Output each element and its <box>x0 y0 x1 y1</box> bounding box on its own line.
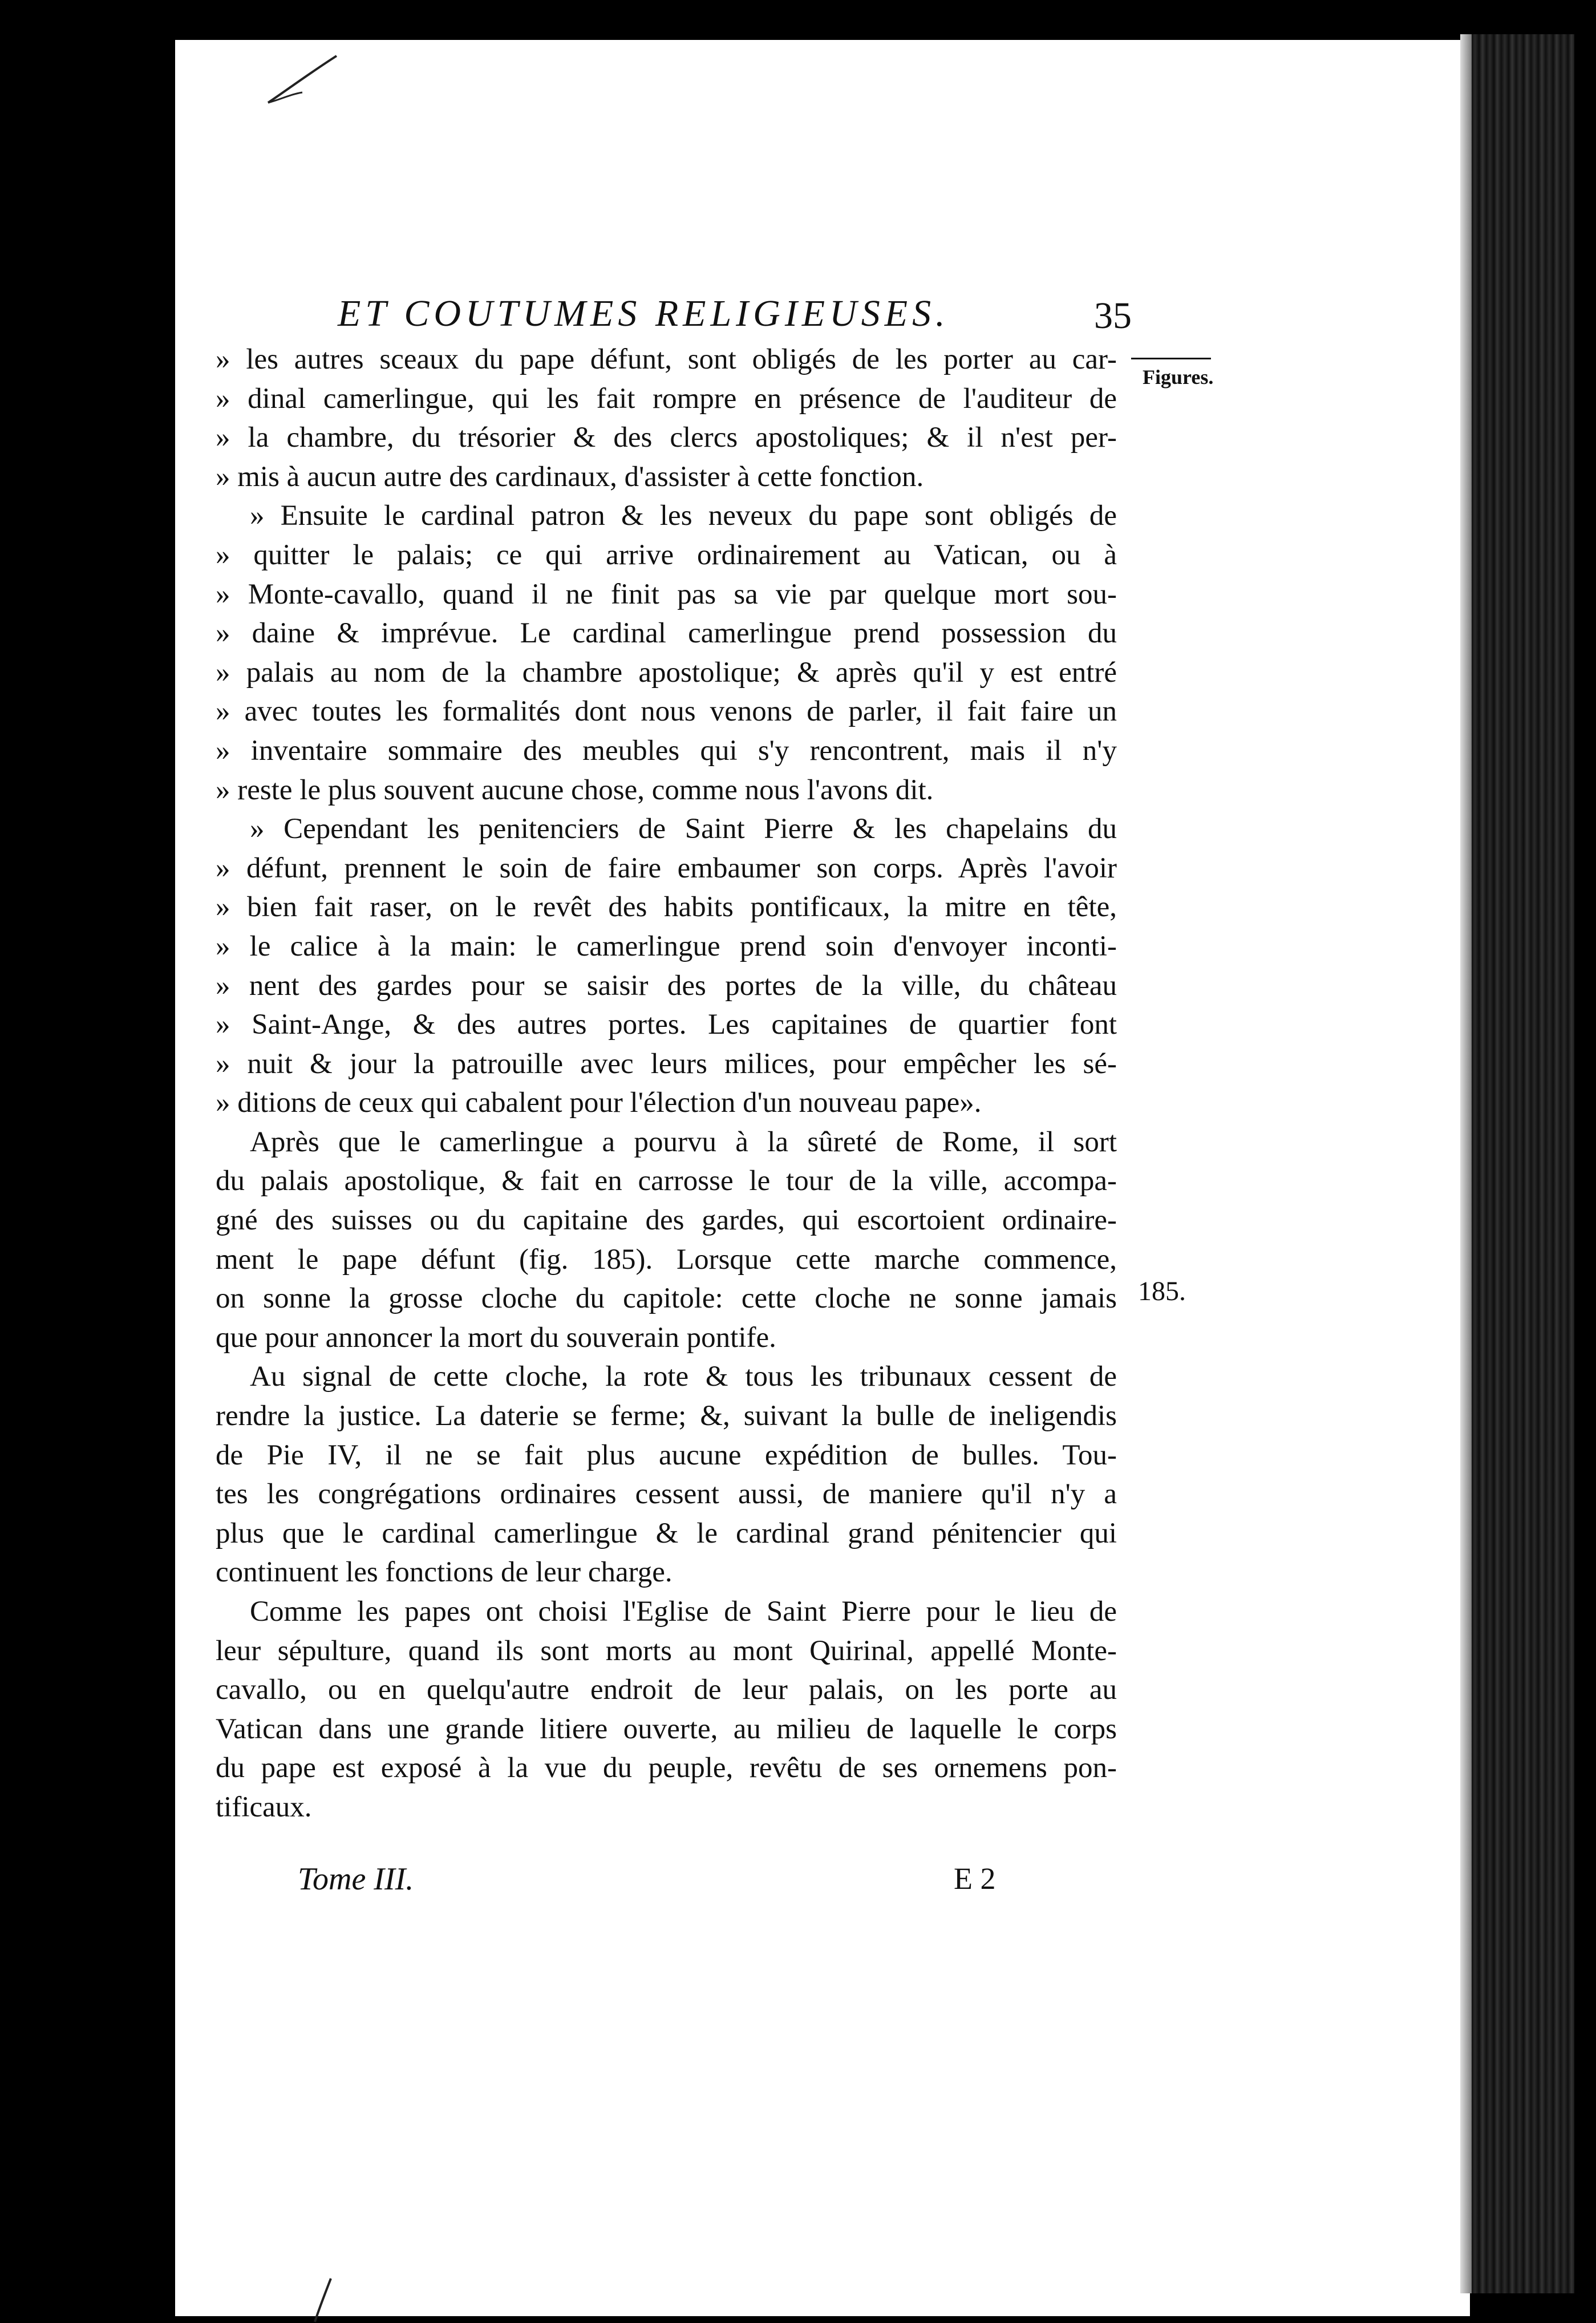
text-line: » Ensuite le cardinal patron & les neveux du pape sont obligés de <box>250 500 1117 532</box>
text-line: » avec toutes les formalités dont nous venons de parler, il fait faire un <box>216 695 1117 728</box>
body-text <box>216 340 1117 1827</box>
text-line: tes les congrégations ordinaires cessent aussi, de maniere qu'il n'y a <box>216 1478 1117 1511</box>
text-line: » dinal camerlingue, qui les fait rompre en présence de l'auditeur de <box>216 382 1117 415</box>
text-line: » inventaire sommaire des meubles qui s'y rencontrent, mais il n'y <box>216 734 1117 767</box>
text-line: » palais au nom de la chambre apostolique; & après qu'il y est entré <box>216 656 1117 689</box>
text-line: » ditions de ceux qui cabalent pour l'élection d'un nouveau pape». <box>216 1087 982 1119</box>
text-line: Après que le camerlingue a pourvu à la sûreté de Rome, il sort <box>250 1126 1117 1158</box>
margin-rule <box>1131 358 1211 359</box>
pen-stroke-mark <box>262 51 342 108</box>
text-line: gné des suisses ou du capitaine des gardes, qui escortoient ordinaire- <box>216 1204 1117 1237</box>
pen-stroke-mark-bottom <box>308 2276 342 2323</box>
text-line: » daine & imprévue. Le cardinal camerlingue prend possession du <box>216 617 1117 650</box>
book-page-edges <box>1472 34 1574 2293</box>
margin-figures-label: Figures. <box>1143 366 1214 388</box>
text-line: » mis à aucun autre des cardinaux, d'assister à cette fonction. <box>216 460 924 493</box>
text-line: » Monte-cavallo, quand il ne finit pas sa vie par quelque mort sou- <box>216 578 1117 610</box>
text-line: cavallo, ou en quelqu'autre endroit de leur palais, on les porte au <box>216 1674 1117 1706</box>
text-line: » défunt, prennent le soin de faire embaumer son corps. Après l'avoir <box>216 852 1117 884</box>
text-line: du pape est exposé à la vue du peuple, revêtu de ses ornemens pon- <box>216 1752 1117 1784</box>
text-line: de Pie IV, il ne se fait plus aucune expédition de bulles. Tou- <box>216 1439 1117 1471</box>
text-line: » Saint-Ange, & des autres portes. Les capitaines de quartier font <box>216 1009 1117 1041</box>
text-line: leur sépulture, quand ils sont morts au mont Quirinal, appellé Monte- <box>216 1634 1117 1667</box>
margin-figure-reference: 185. <box>1138 1276 1186 1306</box>
text-line: » nent des gardes pour se saisir des portes de la ville, du château <box>216 969 1117 1002</box>
text-line: on sonne la grosse cloche du capitole: cette cloche ne sonne jamais <box>216 1282 1117 1315</box>
text-line: » nuit & jour la patrouille avec leurs milices, pour empêcher les sé- <box>216 1047 1117 1080</box>
text-line: » le calice à la main: le camerlingue prend soin d'envoyer inconti- <box>216 930 1117 962</box>
running-head <box>338 292 1132 337</box>
text-line: que pour annoncer la mort du souverain pontife. <box>216 1321 776 1354</box>
text-line: » reste le plus souvent aucune chose, comme nous l'avons dit. <box>216 774 934 806</box>
text-line: » les autres sceaux du pape défunt, sont obligés de les porter au car- <box>216 343 1117 375</box>
text-line: ment le pape défunt (fig. 185). Lorsque cette marche commence, <box>216 1243 1117 1276</box>
text-line: rendre la justice. La daterie se ferme; &, suivant la bulle de ineligendis <box>216 1400 1117 1432</box>
gathering-signature: E 2 <box>954 1861 996 1896</box>
text-line: Vatican dans une grande litiere ouverte, au milieu de laquelle le corps <box>216 1713 1117 1745</box>
text-line: » la chambre, du trésorier & des clercs apostoliques; & il n'est per- <box>216 422 1117 454</box>
page-number: 35 <box>1094 295 1132 337</box>
text-line: Au signal de cette cloche, la rote & tous les tribunaux cessent de <box>250 1361 1117 1393</box>
text-line: » bien fait raser, on le revêt des habits pontificaux, la mitre en tête, <box>216 891 1117 924</box>
text-line: Comme les papes ont choisi l'Eglise de Saint Pierre pour le lieu de <box>250 1596 1117 1628</box>
text-line: du palais apostolique, & fait en carrosse le tour de la ville, accompa- <box>216 1165 1117 1197</box>
running-head-title: ET COUTUMES RELIGIEUSES. <box>338 293 950 334</box>
text-line: tificaux. <box>216 1791 312 1823</box>
text-line: » quitter le palais; ce qui arrive ordinairement au Vatican, ou à <box>216 539 1117 571</box>
text-line: » Cependant les penitenciers de Saint Pierre & les chapelains du <box>250 813 1117 845</box>
text-line: continuent les fonctions de leur charge. <box>216 1556 673 1589</box>
text-line: plus que le cardinal camerlingue & le cardinal grand pénitencier qui <box>216 1517 1117 1549</box>
volume-signature: Tome III. <box>298 1861 414 1897</box>
